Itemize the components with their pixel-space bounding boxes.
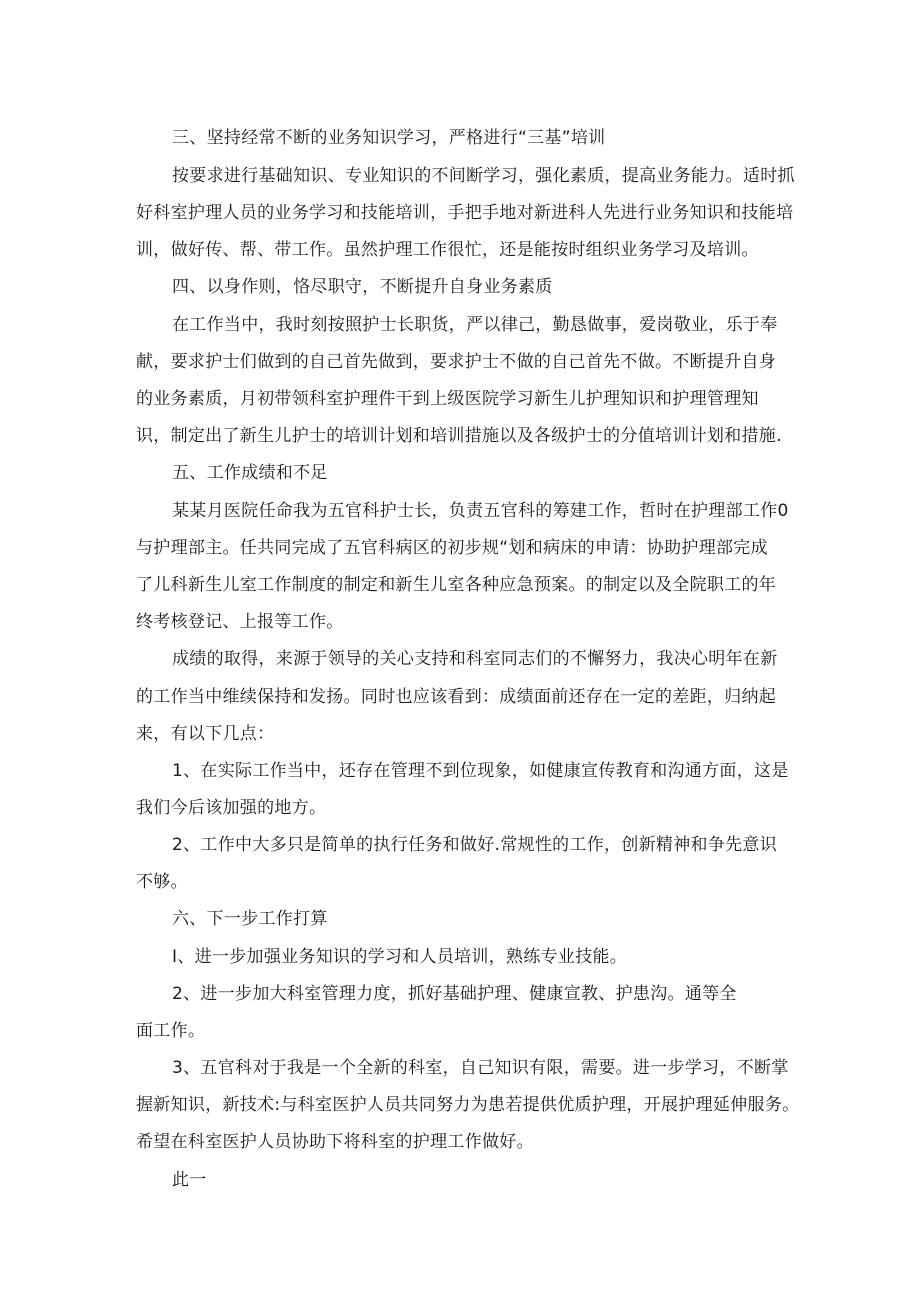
closing-text: 此一 — [172, 1170, 207, 1190]
paragraph-line: 来，有以下几点： — [136, 724, 275, 744]
paragraph-line: 成绩的取得，来源于领导的关心支持和科室同志们的不懈努力，我决心明年在新 — [172, 649, 778, 669]
list-item-line: 3、五官科对于我是一个全新的科室，自己知识有限，需要。进一步学习，不断掌 — [172, 1058, 789, 1078]
section-heading-4: 四、以身作则，恪尽职守，不断提升自身业务素质 — [172, 277, 553, 297]
section-heading-3: 三、坚持经常不断的业务知识学习，严格进行“三基”培训 — [172, 128, 606, 148]
list-item-line: 希望在科室医护人员协助下将科室的护理工作做好。 — [136, 1132, 534, 1152]
list-item-line: 我们今后该加强的地方。 — [136, 798, 327, 818]
section-heading-5: 五、工作成绩和不足 — [172, 463, 328, 483]
paragraph-line: 的业务素质，月初带领科室护理件干到上级医院学习新生儿护理知识和护理管理知 — [136, 389, 759, 409]
paragraph-line: 按要求进行基础知识、专业知识的不间断学习，强化素质，提高业务能力。适时抓 — [172, 166, 795, 186]
list-item-line: 握新知识，新技术:与科室医护人员共同努力为患若提供优质护理，开展护理延伸服务。 — [136, 1095, 800, 1115]
paragraph-line: 与护理部主。任共同完成了五官科病区的初步规“划和病床的申请：协助护理部完成 — [136, 538, 768, 558]
paragraph-line: 训，做好传、帮、带工作。虽然护理工作很忙，还是能按时组织业务学习及培训。 — [136, 240, 759, 260]
paragraph-line: 的工作当中维续保持和发扬。同时也应该看到：成绩面前还存在一定的差距，归纳起 — [136, 687, 777, 707]
paragraph-line: 了儿科新生儿室工作制度的制定和新生儿室各种应急预案。的制定以及全院职工的年 — [136, 575, 777, 595]
paragraph-line: 终考核登记、上报等工作。 — [136, 612, 344, 632]
list-item-line: 1、在实际工作当中，还存在管理不到位现象，如健康宣传教育和沟通方面，这是 — [172, 761, 789, 781]
list-item-line: 不够。 — [136, 872, 188, 892]
paragraph-line: 好科室护理人员的业务学习和技能培训，手把手地对新进科人先进行业务知识和技能培 — [136, 203, 794, 223]
paragraph-line: 某某月医院任命我为五官科护士长，负责五官科的筹建工作，哲时在护理部工作0 — [172, 501, 789, 521]
list-item-line: 2、进一步加大科室管理力度，抓好基础护理、健康宣教、护患沟。通等全 — [172, 984, 737, 1004]
paragraph-line: 献，要求护士们做到的自己首先做到，要求护士不做的自己首先不做。不断提升自身 — [136, 352, 777, 372]
list-item-line: 2、工作中大多只是简单的执行任务和做好.常规性的工作，创新精神和争先意识 — [172, 835, 778, 855]
list-item-line: 面工作。 — [136, 1021, 206, 1041]
list-item-line: I、进一步加强业务知识的学习和人员培训，熟练专业技能。 — [172, 947, 628, 967]
section-heading-6: 六、下一步工作打算 — [172, 909, 328, 929]
paragraph-line: 识，制定出了新生儿护士的培训计划和培训措施以及各级护士的分值培训计划和措施. — [136, 426, 782, 446]
paragraph-line: 在工作当中，我时刻按照护士长职货，严以律己，勤恳做事，爱岗敬业，乐于奉 — [172, 315, 778, 335]
